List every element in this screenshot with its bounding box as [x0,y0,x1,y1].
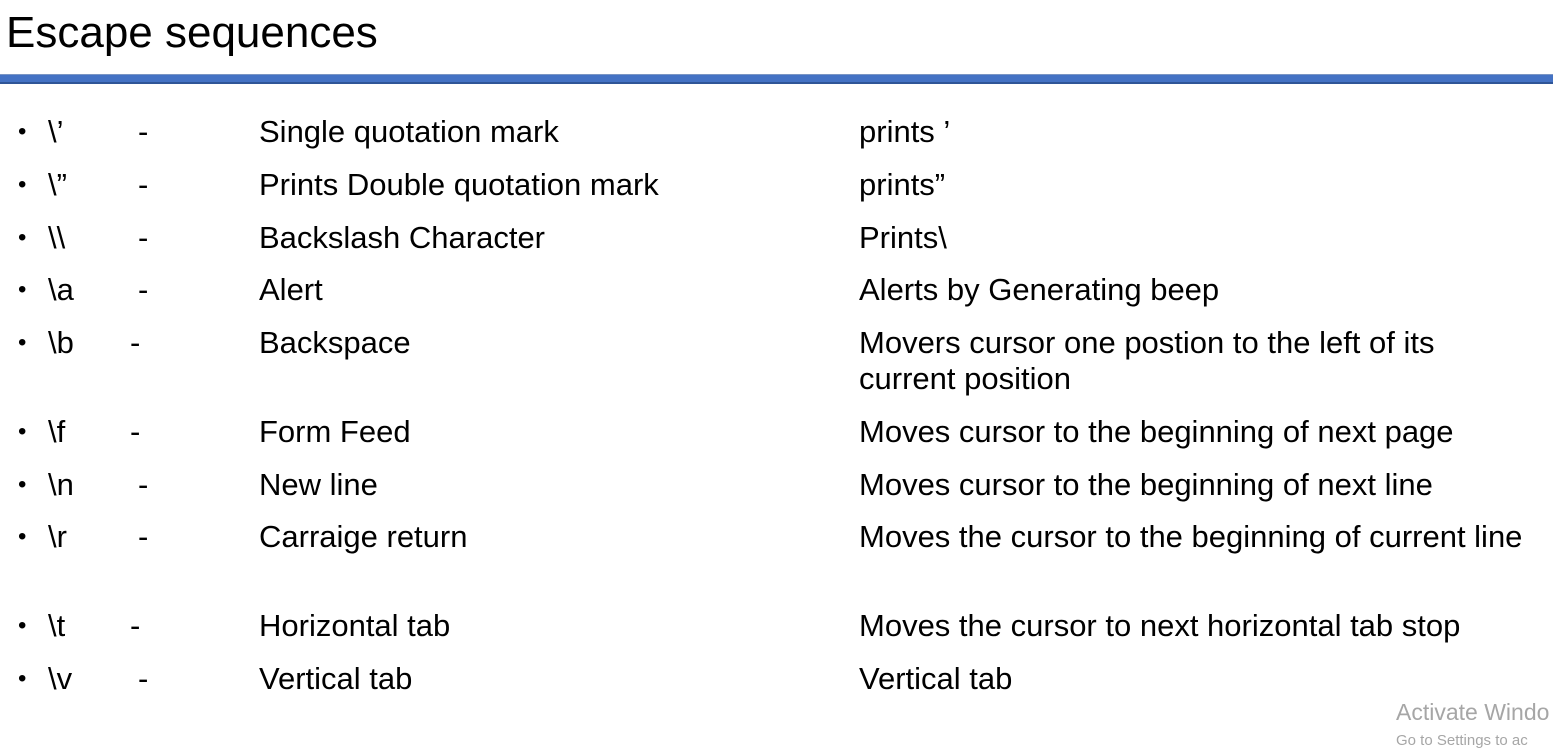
separator-dash: - [130,608,141,643]
separator-dash: - [138,220,149,255]
escape-effect: Moves cursor to the beginning of next line [859,467,1433,502]
separator-dash: - [138,467,149,502]
bullet-icon: • [18,171,27,198]
escape-effect: Prints\ [859,220,947,255]
bullet-icon: • [18,523,27,550]
escape-effect: Moves the cursor to the beginning of current line [859,519,1523,554]
activate-windows-settings-hint: Go to Settings to ac [1396,732,1528,749]
bullet-icon: • [18,276,27,303]
list-item [0,467,1553,507]
escape-code: \’ [48,114,64,149]
slide-title: Escape sequences [6,8,378,57]
list-item [0,220,1553,260]
escape-code: \\ [48,220,66,255]
escape-code: \v [48,661,73,696]
escape-code: \a [48,272,74,307]
list-item [0,608,1553,648]
separator-dash: - [138,114,149,149]
bullet-icon: • [18,118,27,145]
escape-code: \” [48,167,67,202]
escape-meaning: Backspace [259,325,411,360]
list-item [0,167,1553,207]
escape-effect: Movers cursor one postion to the left of its current position [859,325,1435,396]
bullet-icon: • [18,418,27,445]
escape-meaning: Vertical tab [259,661,413,696]
escape-code: \t [48,608,66,643]
escape-effect: Vertical tab [859,661,1013,696]
list-item [0,272,1553,312]
escape-effect: Alerts by Generating beep [859,272,1220,307]
escape-code: \f [48,414,66,449]
escape-meaning: Form Feed [259,414,411,449]
escape-meaning: Alert [259,272,323,307]
activate-windows-watermark: Activate Windo [1396,699,1550,725]
escape-meaning: Carraige return [259,519,468,554]
escape-effect: Moves the cursor to next horizontal tab stop [859,608,1461,643]
separator-dash: - [138,272,149,307]
list-item [0,114,1553,154]
escape-effect: Moves cursor to the beginning of next page [859,414,1454,449]
separator-dash: - [130,325,141,360]
escape-meaning: Single quotation mark [259,114,559,149]
separator-dash: - [138,167,149,202]
escape-meaning: Horizontal tab [259,608,451,643]
escape-meaning: Prints Double quotation mark [259,167,659,202]
escape-code: \b [48,325,74,360]
escape-code: \r [48,519,67,554]
escape-effect: prints ’ [859,114,951,149]
separator-dash: - [138,519,149,554]
list-item [0,325,1553,401]
bullet-icon: • [18,329,27,356]
list-item [0,414,1553,454]
bullet-icon: • [18,612,27,639]
list-item [0,661,1553,701]
escape-meaning: New line [259,467,378,502]
separator-dash: - [138,661,149,696]
escape-meaning: Backslash Character [259,220,546,255]
bullet-icon: • [18,471,27,498]
bullet-icon: • [18,224,27,251]
separator-dash: - [130,414,141,449]
list-item [0,519,1553,595]
bullet-icon: • [18,665,27,692]
escape-effect: prints” [859,167,946,202]
escape-code: \n [48,467,74,502]
